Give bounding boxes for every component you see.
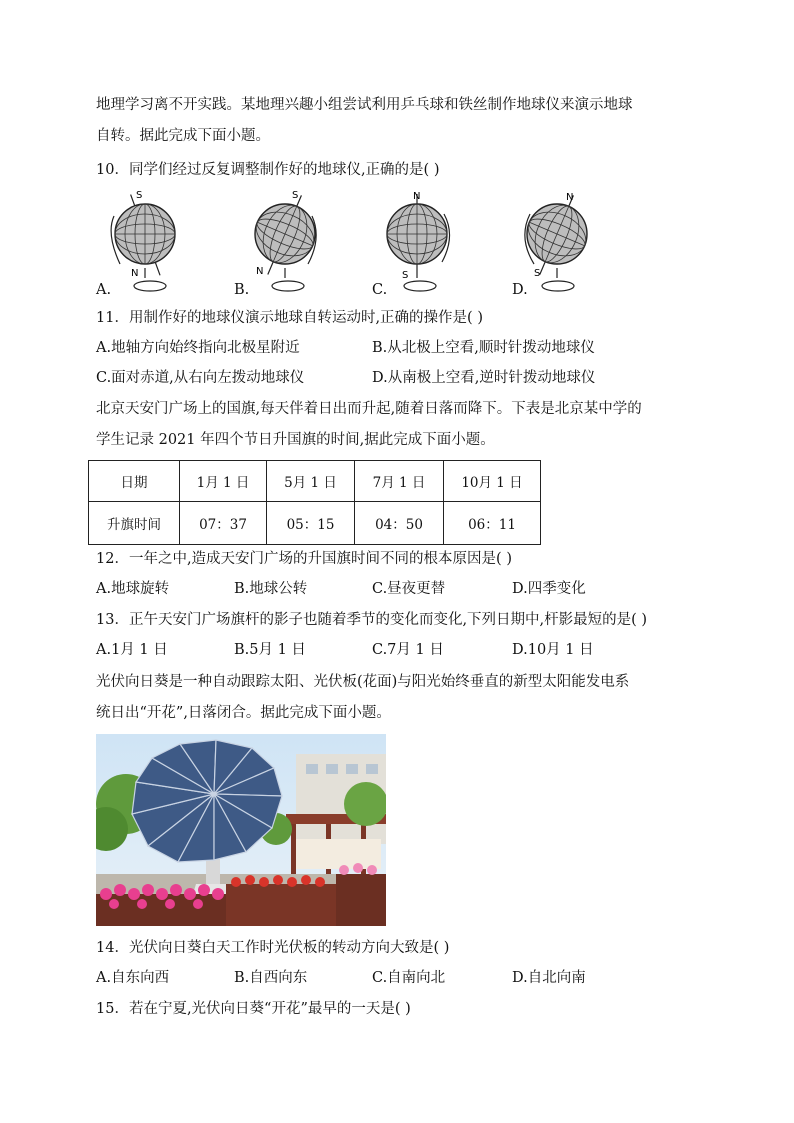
table-header-date: 日期 bbox=[89, 461, 180, 502]
globe-c-top-pole: N bbox=[413, 191, 421, 202]
solar-sunflower-image bbox=[96, 734, 386, 926]
globe-a-top-pole: S bbox=[136, 190, 143, 201]
intro1-line2: 自转。据此完成下面小题。 bbox=[96, 128, 270, 144]
q12-option-a: A.地球旋转 bbox=[96, 581, 170, 597]
q13-option-a: A.1月 1 日 bbox=[96, 642, 168, 658]
table-cell: 5月 1 日 bbox=[267, 461, 355, 502]
q14-option-c: C.自南向北 bbox=[372, 970, 446, 986]
q12-option-d: D.四季变化 bbox=[512, 581, 586, 597]
globe-a-icon bbox=[100, 186, 190, 298]
q10-option-c-label: C. bbox=[372, 282, 388, 298]
q13-stem: 13．正午天安门广场旗杆的影子也随着季节的变化而变化,下列日期中,杆影最短的是( ) bbox=[96, 612, 648, 628]
globe-b-icon bbox=[240, 186, 330, 298]
q14-option-b: B.自西向东 bbox=[234, 970, 308, 986]
q10-stem: 10．同学们经过反复调整制作好的地球仪,正确的是( ) bbox=[96, 162, 440, 178]
table-cell: 1月 1 日 bbox=[180, 461, 267, 502]
table-row bbox=[89, 502, 541, 545]
q11-option-c: C.面对赤道,从右向左拨动地球仪 bbox=[96, 370, 305, 386]
q14-stem: 14．光伏向日葵白天工作时光伏板的转动方向大致是( ) bbox=[96, 940, 450, 956]
table-cell: 05：15 bbox=[267, 502, 355, 545]
intro2-line2: 学生记录 2021 年四个节日升国旗的时间,据此完成下面小题。 bbox=[96, 432, 495, 448]
q11-stem: 11．用制作好的地球仪演示地球自转运动时,正确的操作是( ) bbox=[96, 310, 483, 326]
table-cell: 10月 1 日 bbox=[444, 461, 541, 502]
q13-option-c: C.7月 1 日 bbox=[372, 642, 444, 658]
globe-a-bottom-pole: N bbox=[131, 268, 139, 279]
q13-option-b: B.5月 1 日 bbox=[234, 642, 306, 658]
intro1-line1: 地理学习离不开实践。某地理兴趣小组尝试利用乒乓球和铁丝制作地球仪来演示地球 bbox=[96, 97, 633, 113]
q15-stem: 15．若在宁夏,光伏向日葵“开花”最早的一天是( ) bbox=[96, 1001, 411, 1017]
table-cell: 7月 1 日 bbox=[355, 461, 444, 502]
solar-sunflower-photo bbox=[96, 734, 386, 926]
q14-option-a: A.自东向西 bbox=[96, 970, 170, 986]
globe-b-bottom-pole: N bbox=[256, 266, 264, 277]
q12-option-c: C.昼夜更替 bbox=[372, 581, 446, 597]
q11-option-b: B.从北极上空看,顺时针拨动地球仪 bbox=[372, 340, 595, 356]
table-cell: 06：11 bbox=[444, 502, 541, 545]
globe-d-bottom-pole: S bbox=[534, 268, 541, 279]
q11-option-a: A.地轴方向始终指向北极星附近 bbox=[96, 340, 300, 356]
table-cell: 04：50 bbox=[355, 502, 444, 545]
intro3-line1: 光伏向日葵是一种自动跟踪太阳、光伏板(花面)与阳光始终垂直的新型太阳能发电系 bbox=[96, 674, 630, 690]
intro3-line2: 统日出“开花”,日落闭合。据此完成下面小题。 bbox=[96, 705, 391, 721]
globe-figure-a bbox=[100, 186, 190, 298]
flag-raising-table bbox=[88, 460, 541, 545]
q10-option-d-label: D. bbox=[512, 282, 528, 298]
table-header-time: 升旗时间 bbox=[89, 502, 180, 545]
q10-option-a-label: A. bbox=[96, 282, 112, 298]
table-cell: 07：37 bbox=[180, 502, 267, 545]
globe-c-bottom-pole: S bbox=[402, 270, 409, 281]
q12-option-b: B.地球公转 bbox=[234, 581, 308, 597]
q11-option-d: D.从南极上空看,逆时针拨动地球仪 bbox=[372, 370, 596, 386]
globe-b-top-pole: S bbox=[292, 190, 299, 201]
globe-d-top-pole: N bbox=[566, 192, 574, 203]
q12-stem: 12．一年之中,造成天安门广场的升国旗时间不同的根本原因是( ) bbox=[96, 551, 512, 567]
q10-option-b-label: B. bbox=[234, 282, 250, 298]
table-row bbox=[89, 461, 541, 502]
globe-figure-b bbox=[240, 186, 330, 298]
q13-option-d: D.10月 1 日 bbox=[512, 642, 594, 658]
q14-option-d: D.自北向南 bbox=[512, 970, 586, 986]
intro2-line1: 北京天安门广场上的国旗,每天伴着日出而升起,随着日落而降下。下表是北京某中学的 bbox=[96, 401, 642, 417]
